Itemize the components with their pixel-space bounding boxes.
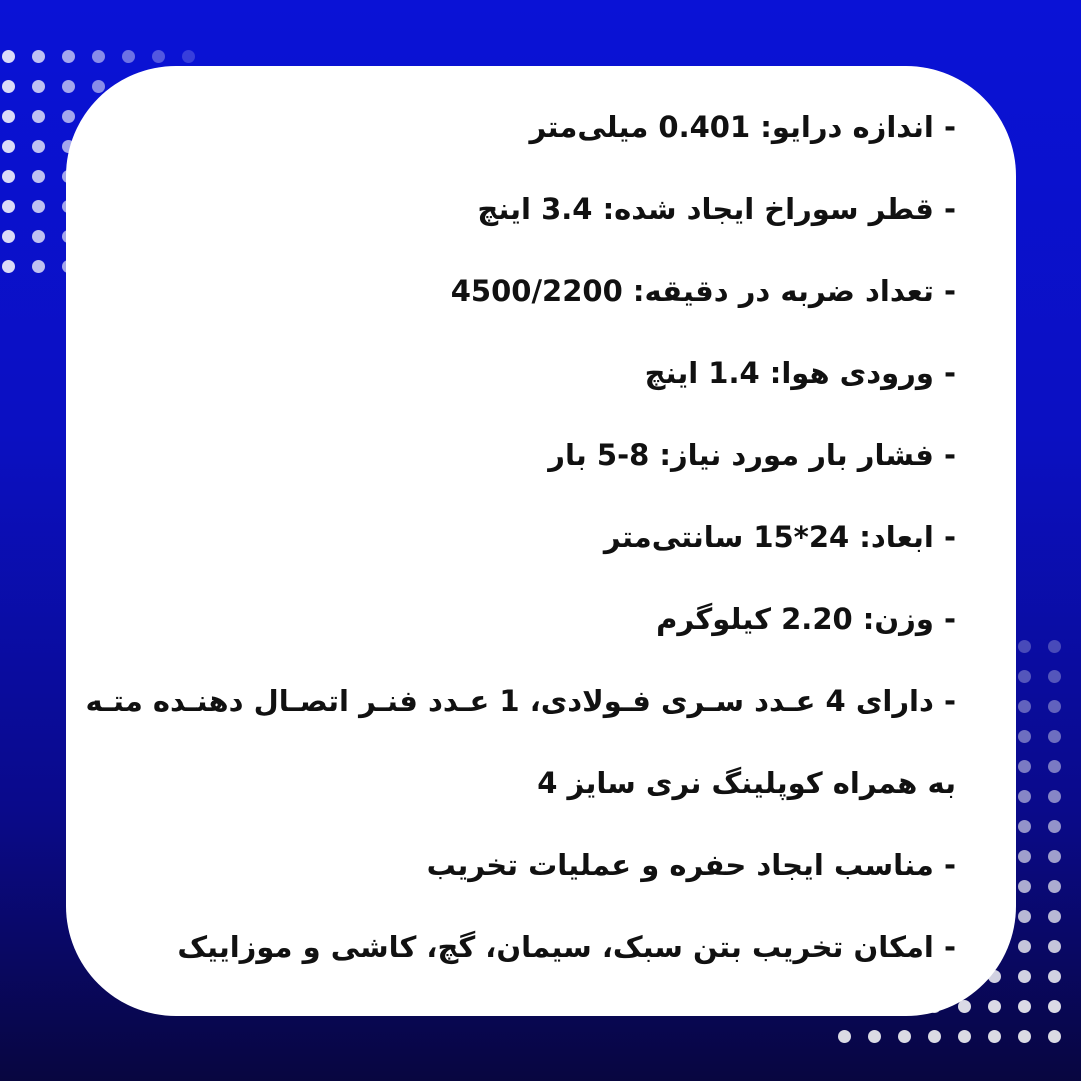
dot (2, 260, 15, 273)
spec-weight: - وزن: 2.20 کیلوگرم (656, 602, 956, 636)
dot (62, 80, 75, 93)
dot (1018, 730, 1031, 743)
dot (2, 80, 15, 93)
dot (32, 170, 45, 183)
dot (2, 140, 15, 153)
dot (988, 1000, 1001, 1013)
dot (1048, 700, 1061, 713)
spec-dimensions: - ابعاد: 24*15 سانتی‌متر (603, 520, 956, 554)
dot (1018, 790, 1031, 803)
dot (1018, 640, 1031, 653)
spec-blows-per-minute: - تعداد ضربه در دقیقه: 4500/2200 (450, 274, 956, 308)
dot (1048, 640, 1061, 653)
dot (1018, 1030, 1031, 1043)
dot (92, 50, 105, 63)
dot (988, 1030, 1001, 1043)
dot (32, 80, 45, 93)
dot (1048, 760, 1061, 773)
dot (32, 230, 45, 243)
spec-hole-diameter: - قطر سوراخ ایجاد شده: 3.4 اینچ (477, 192, 956, 226)
dot (958, 1000, 971, 1013)
spec-suitable-for: - مناسب ایجاد حفره و عملیات تخریب (426, 848, 956, 882)
dot (92, 80, 105, 93)
dot (868, 1030, 881, 1043)
dot (2, 230, 15, 243)
spec-list (85, 86, 956, 988)
dot (32, 260, 45, 273)
dot (1048, 670, 1061, 683)
dot (1048, 880, 1061, 893)
dot (1018, 700, 1031, 713)
dot (2, 170, 15, 183)
dot (1018, 670, 1031, 683)
spec-card (66, 66, 1016, 1016)
spec-air-inlet: - ورودی هوا: 1.4 اینچ (644, 356, 956, 390)
dot (122, 50, 135, 63)
dot (1048, 730, 1061, 743)
dot (32, 50, 45, 63)
dot (32, 110, 45, 123)
dot (1048, 820, 1061, 833)
dot (1018, 850, 1031, 863)
dot (62, 50, 75, 63)
dot (1018, 880, 1031, 893)
dot (1018, 760, 1031, 773)
dot (1048, 940, 1061, 953)
dot (182, 50, 195, 63)
dot (1048, 1030, 1061, 1043)
dot (32, 200, 45, 213)
spec-accessories-continued: به همراه کوپلینگ نری سایز 4 (537, 766, 956, 800)
dot (1018, 940, 1031, 953)
dot (2, 50, 15, 63)
dot (32, 140, 45, 153)
dot (2, 200, 15, 213)
dot (898, 1030, 911, 1043)
dot (1048, 1000, 1061, 1013)
dot (1048, 850, 1061, 863)
spec-drive-size: - اندازه درایو: 0.401 میلی‌متر (529, 110, 956, 144)
dot (2, 110, 15, 123)
dot (1048, 790, 1061, 803)
dot (838, 1030, 851, 1043)
dot (1048, 970, 1061, 983)
dot (928, 1030, 941, 1043)
dot (1018, 910, 1031, 923)
dot (1048, 910, 1061, 923)
spec-accessories: - دارای 4 عـدد سـری فـولادی، 1 عـدد فنـر اتصـال دهنـده متـه (85, 684, 956, 718)
spec-required-pressure: - فشار بار مورد نیاز: 8-5 بار (548, 438, 956, 472)
dot (1018, 820, 1031, 833)
dot (1018, 1000, 1031, 1013)
dot (1018, 970, 1031, 983)
dot (958, 1030, 971, 1043)
dot (152, 50, 165, 63)
dot (62, 110, 75, 123)
spec-demolition-capability: - امکان تخریب بتن سبک، سیمان، گچ، کاشی و موزاییک (177, 930, 956, 964)
